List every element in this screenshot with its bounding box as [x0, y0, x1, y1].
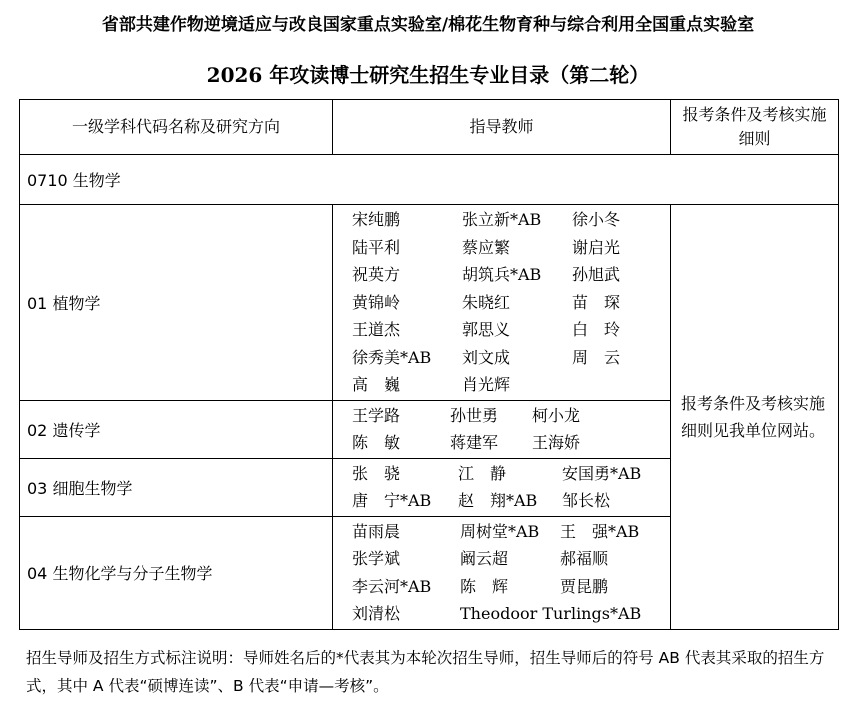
advisor-list: [333, 205, 671, 401]
col-header-advisors: 指导教师: [333, 100, 671, 155]
discipline-label: 0710 生物学: [20, 155, 839, 205]
advisor-name: 蔡应繁: [462, 237, 511, 257]
advisor-name: 宋纯鹏: [352, 210, 401, 229]
advisor-list: [333, 516, 671, 629]
advisor-name: 徐小冬: [572, 210, 621, 229]
advisor-row: [333, 460, 670, 488]
advisor-name: 赵 翔*AB: [458, 491, 538, 510]
advisor-name: 蒋建军: [450, 433, 499, 452]
advisor-name: 阚云超: [460, 549, 509, 568]
advisor-name: 谢启光: [572, 237, 621, 257]
col-header-conditions: 报考条件及考核实施细则: [671, 100, 839, 155]
advisor-row: [333, 518, 670, 546]
direction-name: 04 生物化学与分子生物学: [20, 516, 333, 629]
advisor-name: 邹长松: [562, 491, 611, 510]
advisor-row: [333, 316, 670, 344]
direction-name: 01 植物学: [20, 205, 333, 401]
advisor-row: [333, 371, 670, 399]
advisor-name: 陈 敏: [352, 433, 401, 452]
advisor-name: 安国勇*AB: [562, 463, 642, 483]
advisor-name: 王 强*AB: [560, 521, 640, 541]
advisor-row: [333, 234, 670, 262]
advisor-name: 郝福顺: [560, 549, 609, 568]
advisor-row: [333, 600, 670, 628]
advisor-list: [333, 400, 671, 458]
catalog-table: [19, 99, 839, 630]
conditions-cell: 报考条件及考核实施细则见我单位网站。: [671, 205, 839, 630]
advisor-name: 唐 宁*AB: [352, 491, 432, 510]
advisor-name: 张学斌: [352, 549, 401, 568]
advisor-row: [333, 429, 670, 457]
advisor-name: 郭思义: [462, 320, 511, 339]
advisor-name: 徐秀美*AB: [352, 347, 432, 367]
advisor-name: 贾昆鹏: [560, 576, 609, 596]
advisor-name: 王海娇: [532, 433, 581, 452]
advisor-name: 孙旭武: [572, 265, 621, 284]
advisor-name: 苗雨晨: [352, 521, 401, 541]
direction-row: [20, 205, 839, 401]
advisor-name: 朱晓红: [462, 292, 511, 312]
advisor-name: 王道杰: [352, 320, 401, 339]
advisor-name: 高 巍: [352, 375, 401, 394]
advisor-name: 张 骁: [352, 463, 401, 483]
advisor-name: 江 静: [458, 463, 507, 483]
advisor-name: 王学路: [352, 405, 401, 425]
advisor-name: 周树堂*AB: [460, 521, 540, 541]
advisor-row: [333, 206, 670, 234]
lab-name: 省部共建作物逆境适应与改良国家重点实验室/棉花生物育种与综合利用全国重点实验室: [101, 15, 755, 35]
page-title: 2026 年攻读博士研究生招生专业目录（第二轮）: [206, 63, 650, 87]
advisor-name: 祝英方: [352, 265, 401, 284]
advisor-row: [333, 289, 670, 317]
advisor-row: [333, 261, 670, 289]
advisor-name: 白 玲: [572, 320, 621, 339]
advisor-name: 刘清松: [352, 604, 401, 623]
advisor-row: [333, 573, 670, 601]
table-header-row: [20, 100, 839, 155]
advisor-name: 黄锦岭: [352, 292, 401, 312]
advisor-row: [333, 487, 670, 515]
advisor-name: 陆平利: [352, 237, 401, 257]
direction-name: 03 细胞生物学: [20, 458, 333, 516]
advisor-name: 胡筑兵*AB: [462, 265, 542, 284]
advisor-list: [333, 458, 671, 516]
advisor-name: 李云河*AB: [352, 576, 432, 596]
advisor-row: [333, 545, 670, 573]
advisor-name: Theodoor Turlings*AB: [460, 604, 642, 623]
direction-name: 02 遗传学: [20, 400, 333, 458]
footnote: 招生导师及招生方式标注说明：导师姓名后的*代表其为本轮次招生导师，招生导师后的符号 AB 代表其采取的招生方式，其中 A 代表“硕博连读”、B 代表“申请—考核”。: [26, 649, 825, 695]
advisor-name: 苗 琛: [572, 292, 621, 312]
col-header-discipline: 一级学科代码名称及研究方向: [20, 100, 333, 155]
advisor-name: 柯小龙: [532, 405, 581, 425]
advisor-name: 陈 辉: [460, 576, 509, 596]
discipline-row: [20, 155, 839, 205]
advisor-row: [333, 402, 670, 430]
advisor-name: 刘文成: [462, 347, 511, 367]
advisor-name: 周 云: [572, 347, 621, 367]
advisor-name: 肖光辉: [462, 375, 511, 394]
advisor-name: 孙世勇: [450, 405, 499, 425]
advisor-name: 张立新*AB: [462, 210, 542, 229]
advisor-row: [333, 344, 670, 372]
